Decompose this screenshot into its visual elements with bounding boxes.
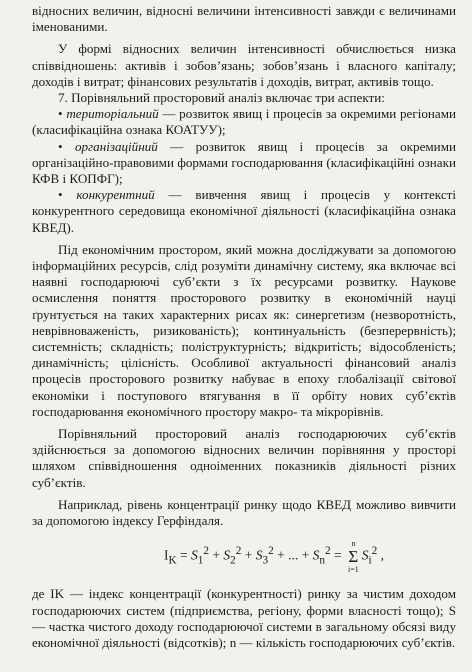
aspect-text: — вивчення явищ і процесів у контексті конкурентного середовища економічної діяльності (класифікаційна ознака КВЕД). bbox=[32, 187, 456, 235]
herfindahl-formula: $I_K = S_1^2 + S_2^2 + S_3^2$ + ... + $S_n^2$ = n Σ i=1 $S_i^2$ , bbox=[164, 539, 384, 575]
paragraph-item-7: 7. Порівняльний просторовий аналіз включає три аспекти: bbox=[58, 90, 385, 106]
aspect-competitive bbox=[32, 187, 456, 236]
bullet: • bbox=[58, 106, 63, 122]
summation-sign: n Σ i=1 bbox=[347, 539, 359, 575]
aspect-organizational bbox=[32, 139, 456, 188]
paragraph-economic-space: Під економічним простором, який можна досліджувати за допомогою інформаційних ресурсів, слід розуміти динамічну систему, яка включає всі наявні господарюючі суб’єкти з їх ресурсами розвитку. Наукове осмислення поняття просторового розвитку в економічній науці ґрунтується на таких характерних рисах як: синергетизм (незворотність, неврівноваженість, ризикованість); континуальність (безперервність); системність; складність; поліструктурність; відкритість; відособленість; динамічність; цілісність. Особливої актуальності фінансовий аналіз процесів просторового розвитку набуває в епоху глобалізації світової економіки і поступового втягування в її орбіту нових суб’єктів господарювання економічного простору макро- та мікрорівнів. bbox=[32, 241, 456, 419]
aspect-territorial bbox=[32, 106, 456, 138]
aspect-text: — розвиток явищ і процесів за окремими регіонами (класифікаційна ознака КОАТУУ); bbox=[32, 106, 456, 138]
bullet: • bbox=[58, 138, 63, 154]
aspect-text: — розвиток явищ і процесів за окремими організаційно-правовими формами господарювання (класифікаційні ознаки КФВ і КОПФГ); bbox=[32, 138, 456, 187]
paragraph-example: Наприклад, рівень концентрації ринку щодо КВЕД можливо вивчити за допомогою індексу Герфіндаля. bbox=[32, 496, 456, 529]
paragraph-comparative-analysis: Порівняльний просторовий аналіз господарюючих суб’єктів здійснюється за допомогою відносних величин порівняння у просторі шляхом співвідношення одноіменних показників діяльності різних суб’єктів. bbox=[32, 426, 456, 490]
paragraph-formula-definitions: де IK — індекс концентрації (конкурентності) ринку за чистим доходом господарюючих систем (підприємства, регіону, форми власності тощо); S — частка чистого доходу господарюючої системи в загальному обсязі виду економічної діяльності (відсотків); n — кількість господарюючих суб’єктів. bbox=[32, 586, 456, 650]
paragraph-relative-forms: У формі відносних величин інтенсивності обчислюється низка співвідношень: активів і зобов’язань; зобов’язань і власного капіталу; доходів і витрат; фінансових результатів і доходів, витрат, активів тощо. bbox=[32, 41, 456, 89]
aspect-term: організаційний bbox=[74, 138, 158, 154]
bullet: • bbox=[58, 187, 63, 203]
aspect-term: територіальний bbox=[66, 106, 159, 122]
paragraph-intro: відносних величин, відносні величини інтенсивності завжди є величинами іменованими. bbox=[32, 3, 456, 35]
aspect-term: конкурентний bbox=[76, 187, 155, 203]
